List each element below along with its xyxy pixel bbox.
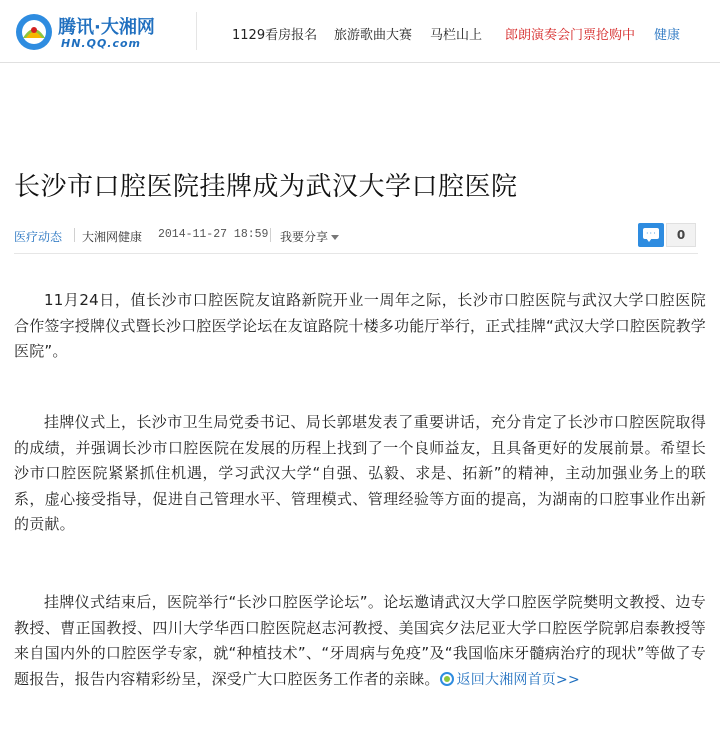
share-label: 我要分享: [280, 230, 329, 244]
share-button[interactable]: [280, 228, 339, 245]
brand-domain: HN.QQ.com: [61, 37, 142, 50]
meta-divider: [74, 228, 75, 242]
brand-name: 腾讯·大湘网: [58, 17, 155, 38]
article-paragraph-text: 挂牌仪式结束后，医院举行“长沙口腔医学论坛”。论坛邀请武汉大学口腔医学院樊明文教授、边专教授、曹正国教授、四川大学华西口腔医院赵志河教授、美国宾夕法尼亚大学口腔医学院郭启泰教授等来自国内外的口腔医学专家，就“种植技术”、“牙周病与免疫”及“我国临床牙髓病治疗的现状”等做了专题报告，报告内容精彩纷呈，深受广大口腔医务工作者的亲睐。: [14, 593, 706, 688]
comment-count[interactable]: 0: [666, 223, 696, 247]
site-logo[interactable]: [14, 10, 179, 54]
header-divider: [196, 12, 197, 50]
nav-link-malanshan[interactable]: 马栏山上: [430, 28, 483, 43]
meta-divider-line: [14, 253, 698, 254]
back-link-label: 返回大湘网首页>>: [456, 671, 580, 688]
article-paragraph: 11月24日，值长沙市口腔医院友谊路新院开业一周年之际，长沙市口腔医院与武汉大学口腔医院合作签字授牌仪式暨长沙口腔医学论坛在友谊路院十楼多功能厅举行，正式挂牌“武汉大学口腔医院教学医院”。: [14, 291, 706, 360]
site-logo-icon: [440, 672, 454, 686]
category-link[interactable]: 医疗动态: [14, 230, 63, 244]
site-header: [0, 0, 720, 62]
nav-link-health[interactable]: 健康: [654, 28, 681, 43]
publish-time: 2014-11-27 18:59: [158, 228, 269, 241]
article-paragraph: 挂牌仪式上，长沙市卫生局党委书记、局长郭堪发表了重要讲话，充分肯定了长沙市口腔医院取得的成绩，并强调长沙市口腔医院在发展的历程上找到了一个良师益友，且具备更好的发展前景。希望长沙市口腔医院紧紧抓住机遇，学习武汉大学“自强、弘毅、求是、拓新”的精神，主动加强业务上的联系，虚心接受指导，促进自己管理水平、管理模式、管理经验等方面的提高，为湖南的口腔事业作出新的贡献。: [14, 413, 706, 533]
back-to-home-link[interactable]: [440, 667, 580, 694]
chevron-down-icon: [331, 235, 339, 240]
article-title: 长沙市口腔医院挂牌成为武汉大学口腔医院: [14, 172, 518, 202]
article-meta: [0, 222, 720, 252]
article-paragraph: [14, 590, 706, 693]
qq-bird-icon: [14, 12, 54, 52]
article-source: 大湘网健康: [82, 230, 143, 244]
nav-link-house[interactable]: 1129看房报名: [232, 28, 318, 43]
nav-link-song-contest[interactable]: 旅游歌曲大赛: [334, 28, 413, 43]
header-divider-line: [0, 62, 720, 63]
comment-icon[interactable]: ···: [638, 223, 664, 247]
nav-link-concert-tickets[interactable]: 郎朗演奏会门票抢购中: [505, 28, 636, 43]
meta-divider: [270, 228, 271, 242]
